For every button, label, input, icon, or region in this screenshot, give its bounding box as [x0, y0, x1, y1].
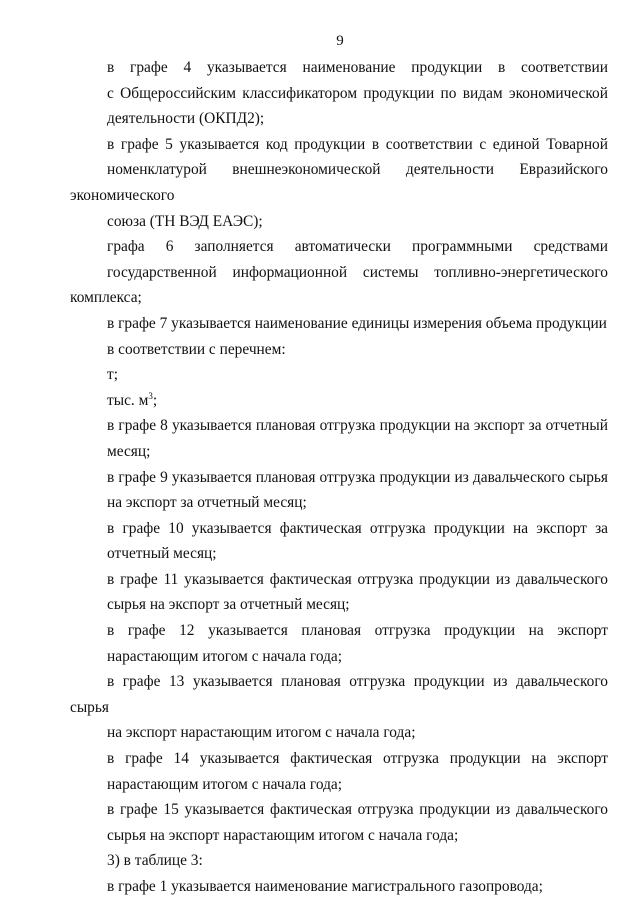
text-line: деятельности (ОКПД2);	[107, 110, 265, 128]
paragraph-grafa-4	[70, 55, 608, 132]
text-line: в графе 4 указывается наименование продукции в соответствии	[107, 59, 608, 76]
text-line: в графе 14 указывается фактическая отгрузка продукции на экспорт	[107, 750, 608, 768]
paragraph-table3-grafa-1	[70, 874, 608, 900]
unit-suffix: ;	[152, 391, 158, 409]
paragraph-grafa-5	[70, 132, 608, 234]
section-heading-table-3	[70, 848, 608, 874]
paragraph-grafa-10	[70, 516, 608, 567]
text-line: т;	[107, 366, 119, 384]
text-line: в графе 1 указывается наименование магистрального газопровода;	[107, 878, 543, 895]
text-line: отчетный месяц;	[107, 545, 217, 563]
paragraph-grafa-13	[70, 669, 608, 746]
text-line: государственной информационной системы топливно-энергетического комплекса;	[70, 263, 608, 307]
text-line: 3) в таблице 3:	[107, 852, 203, 870]
unit-superscript: 3	[148, 390, 153, 401]
text-line: в графе 13 указывается плановая отгрузка продукции из давальческого сырья	[70, 673, 608, 716]
text-line: графа 6 заполняется автоматически программными средствами	[107, 238, 608, 256]
text-line: на экспорт за отчетный месяц;	[107, 494, 307, 512]
text-line: в графе 5 указывается код продукции в соответствии с единой Товарной	[107, 135, 608, 153]
list-item-unit-t	[70, 362, 608, 388]
paragraph-perechen	[70, 337, 608, 363]
list-item-unit-m3	[70, 388, 608, 414]
text-line: сырья на экспорт за отчетный месяц;	[107, 596, 350, 614]
text-line: в графе 12 указывается плановая отгрузка продукции на экспорт	[107, 622, 608, 640]
text-line: союза (ТН ВЭД ЕАЭС);	[107, 212, 263, 230]
unit-prefix: тыс. м	[107, 391, 149, 409]
document-body	[70, 55, 608, 900]
text-line	[70, 388, 608, 414]
text-line: в графе 11 указывается фактическая отгрузка продукции из давальческого	[107, 570, 608, 588]
text-line: в соответствии с перечнем:	[107, 340, 286, 358]
paragraph-grafa-12	[70, 618, 608, 669]
paragraph-grafa-6	[70, 234, 608, 311]
text-line: в графе 8 указывается плановая отгрузка продукции на экспорт за отчетный	[107, 417, 608, 435]
text-line: номенклатурой внешнеэкономической деятельности Евразийского экономического	[70, 161, 608, 204]
text-line: месяц;	[107, 442, 151, 460]
text-line: в графе 7 указывается наименование единицы измерения объема продукции	[107, 314, 607, 332]
paragraph-grafa-15	[70, 797, 608, 848]
text-line: сырья на экспорт нарастающим итогом с начала года;	[107, 826, 459, 844]
paragraph-grafa-9	[70, 465, 608, 516]
paragraph-grafa-14	[70, 746, 608, 797]
text-line: на экспорт нарастающим итогом с начала года;	[107, 724, 416, 742]
text-line: нарастающим итогом с начала года;	[107, 647, 343, 665]
text-line: в графе 9 указывается плановая отгрузка продукции из давальческого сырья	[107, 468, 608, 486]
text-line: нарастающим итогом с начала года;	[107, 775, 343, 793]
paragraph-grafa-7	[70, 311, 608, 337]
text-line: в графе 15 указывается фактическая отгрузка продукции из давальческого	[107, 801, 608, 819]
text-line: с Общероссийским классификатором продукции по видам экономической	[107, 84, 608, 102]
paragraph-grafa-8	[70, 413, 608, 464]
page-number: 9	[336, 33, 344, 49]
paragraph-grafa-11	[70, 567, 608, 618]
text-line: в графе 10 указывается фактическая отгрузка продукции на экспорт за	[107, 519, 608, 537]
